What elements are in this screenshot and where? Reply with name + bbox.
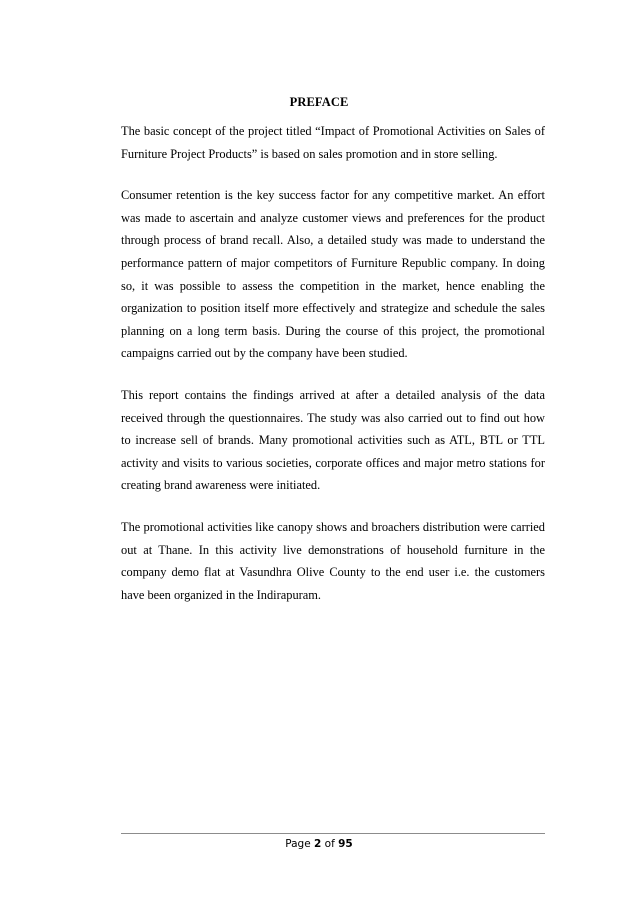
- current-page-number: 2: [314, 838, 322, 850]
- paragraph-report-findings: This report contains the findings arrived at after a detailed analysis of the data received through the questionnaires. The study was also carried out to find out how to increase sell of brands. Many promotional activities such as ATL, BTL or TTL activity and visits to various societies, corporate offices and major metro stations for creating brand awareness were initiated.: [121, 387, 545, 493]
- total-pages-number: 95: [338, 838, 353, 850]
- of-word: of: [324, 838, 335, 850]
- paragraph-consumer-retention: Consumer retention is the key success factor for any competitive market. An effort was made to ascertain and analyze customer views and preferences for the product through process of brand recall. Also, a detailed study was made to understand the performance pattern of major competitors of Furniture Republic company. In doing so, it was possible to assess the competition in the market, hence enabling the organization to position itself more effectively and strategize and schedule the sales planning on a long term basis. During the course of this project, the promotional campaigns carried out by the company have been studied.: [121, 188, 545, 361]
- page-title: PREFACE: [289, 95, 349, 109]
- paragraph-promotional-activities: The promotional activities like canopy shows and broachers distribution were carried out at Thane. In this activity live demonstrations of household furniture in the company demo flat at Vasundhra Olive County to the end user i.e. the customers have been organized in the Indirapuram.: [121, 519, 545, 602]
- paragraph-intro: The basic concept of the project titled “Impact of Promotional Activities on Sales of Furniture Project Products” is based on sales promotion and in store selling.: [121, 124, 545, 161]
- body-text: [121, 120, 545, 625]
- footer-divider: [121, 833, 545, 834]
- page-footer: [0, 838, 638, 850]
- page-word: Page: [285, 838, 311, 850]
